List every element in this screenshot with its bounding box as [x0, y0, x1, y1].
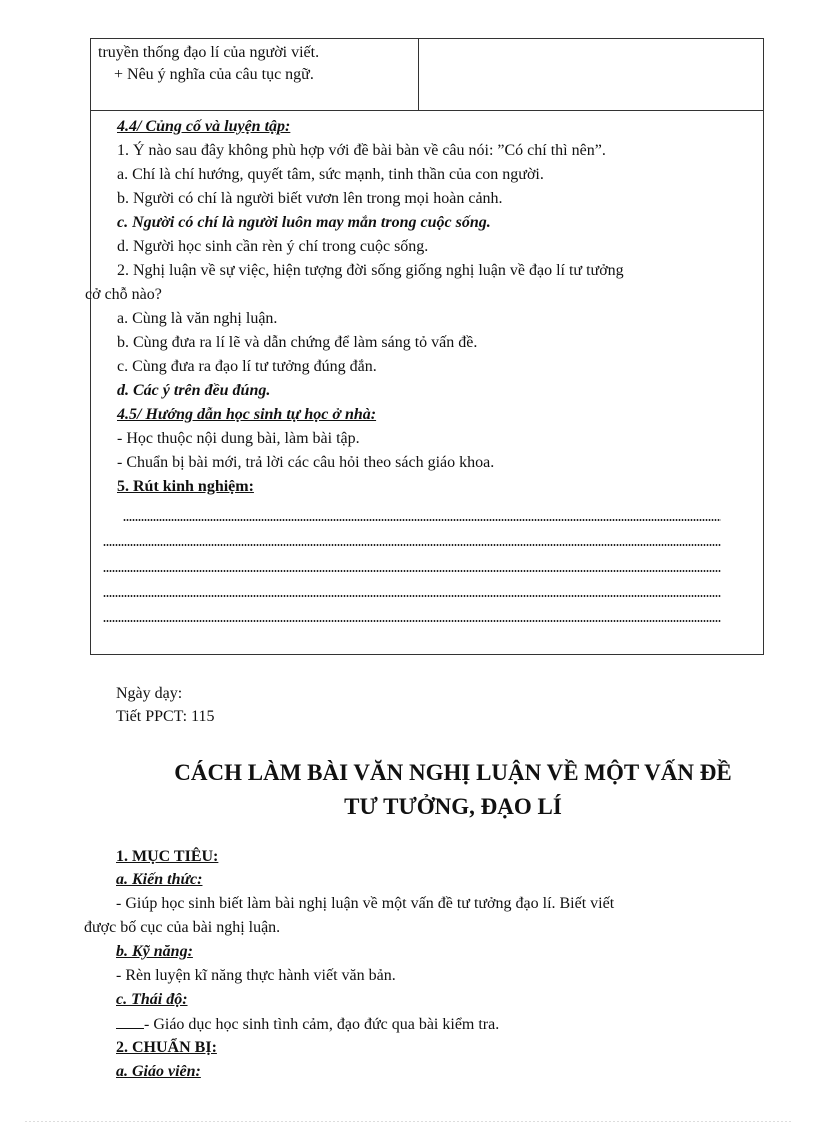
attitude-line — [116, 1013, 499, 1036]
attitude-heading: c. Thái độ: — [116, 991, 188, 1008]
dotted-line-5 — [103, 620, 721, 622]
homework-item-1: - Học thuộc nội dung bài, làm bài tập. — [117, 430, 360, 447]
table-cell-left — [91, 39, 419, 110]
dotted-line-1 — [123, 519, 721, 521]
table-line-1: truyền thống đạo lí của người viết. — [98, 44, 320, 61]
question-2-line-2: cở chỗ nào? — [85, 286, 162, 303]
page-bottom-edge — [24, 1121, 792, 1122]
dotted-line-3 — [103, 570, 721, 572]
question-2-option-d: d. Các ý trên đều đúng. — [117, 382, 271, 399]
teaching-date-label: Ngày dạy: — [116, 685, 183, 702]
skills-text: - Rèn luyện kĩ năng thực hành viết văn bản. — [116, 967, 396, 984]
homework-item-2: - Chuẩn bị bài mới, trả lời các câu hỏi theo sách giáo khoa. — [117, 454, 495, 471]
attitude-text: - Giáo dục học sinh tình cảm, đạo đức qua bài kiểm tra. — [144, 1016, 500, 1033]
heading-4-5: 4.5/ Hướng dẫn học sinh tự học ở nhà: — [117, 406, 377, 423]
dotted-line-2 — [103, 544, 721, 546]
consolidation-box — [85, 110, 764, 655]
table-line-2: + Nêu ý nghĩa của câu tục ngữ. — [114, 66, 314, 83]
knowledge-line-1: - Giúp học sinh biết làm bài nghị luận về một vấn đề tư tưởng đạo lí. Biết viết — [116, 895, 615, 912]
knowledge-heading: a. Kiến thức: — [116, 871, 203, 888]
lesson-title-line-1: CÁCH LÀM BÀI VĂN NGHỊ LUẬN VỀ MỘT VẤN ĐỀ — [174, 760, 732, 785]
knowledge-line-2: được bố cục của bài nghị luận. — [84, 919, 281, 936]
question-1-option-d: d. Người học sinh cần rèn ý chí trong cuộc sống. — [117, 238, 429, 255]
question-1-option-b: b. Người có chí là người biết vươn lên trong mọi hoàn cảnh. — [117, 190, 503, 207]
table-cell-right — [419, 39, 763, 110]
heading-4-4: 4.4/ Củng cố và luyện tập: — [117, 118, 291, 135]
question-2-option-c: c. Cùng đưa ra đạo lí tư tưởng đúng đắn. — [117, 358, 377, 375]
question-1-option-a: a. Chí là chí hướng, quyết tâm, sức mạnh, tinh thần của con người. — [117, 166, 544, 183]
question-2-line-1: 2. Nghị luận về sự việc, hiện tượng đời sống giống nghị luận về đạo lí tư tưởng — [117, 262, 624, 279]
question-2-option-b: b. Cùng đưa ra lí lẽ và dẫn chứng để làm sáng tỏ vấn đề. — [117, 334, 478, 351]
continuation-table-row — [90, 38, 764, 111]
lesson-title-line-2: TƯ TƯỞNG, ĐẠO LÍ — [344, 794, 562, 819]
blank-underline — [116, 1013, 144, 1029]
question-1-option-c: c. Người có chí là người luôn may mắn trong cuộc sống. — [117, 214, 491, 231]
preparation-heading: 2. CHUẨN BỊ: — [116, 1039, 217, 1056]
heading-5: 5. Rút kinh nghiệm: — [117, 478, 254, 495]
skills-heading: b. Kỹ năng: — [116, 943, 193, 960]
question-2-option-a: a. Cùng là văn nghị luận. — [117, 310, 278, 327]
dotted-line-4 — [103, 595, 721, 597]
period-number: Tiết PPCT: 115 — [116, 708, 215, 725]
objectives-heading: 1. MỤC TIÊU: — [116, 848, 219, 865]
question-1: 1. Ý nào sau đây không phù hợp với đề bài bàn về câu nói: ”Có chí thì nên”. — [117, 142, 606, 159]
teacher-heading: a. Giáo viên: — [116, 1063, 201, 1080]
